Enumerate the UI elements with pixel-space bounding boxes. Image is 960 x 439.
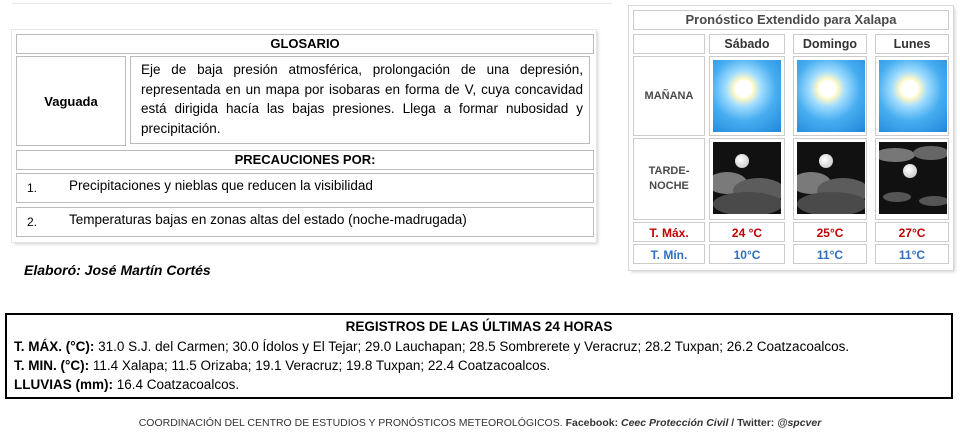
sunny-icon (713, 60, 781, 132)
sunny-icon (879, 60, 947, 132)
night-label (633, 138, 705, 220)
forecast-cell (793, 138, 867, 220)
footer-fb-label: Facebook: (565, 417, 621, 429)
forecast-title: Pronóstico Extendido para Xalapa (633, 10, 949, 30)
forecast-panel (629, 6, 953, 270)
tmax-value: 24 °C (709, 222, 785, 242)
top-divider (12, 3, 612, 4)
forecast-cell (875, 56, 949, 136)
footer-tw-value: @spcver (777, 417, 822, 429)
precaution-number: 2. (27, 215, 38, 229)
forecast-cell (709, 56, 785, 136)
night-label-line1: TARDE- (648, 165, 690, 177)
tmin-value: 11°C (875, 244, 949, 264)
night-cloudy-icon (713, 142, 781, 214)
author-credit: Elaboró: José Martín Cortés (24, 262, 211, 278)
precaution-text: Precipitaciones y nieblas que reducen la visibilidad (69, 178, 373, 193)
footer-sep: / (728, 417, 738, 429)
morning-label: MAÑANA (633, 56, 705, 136)
night-partly-cloudy-icon (879, 142, 947, 214)
footer-fb-value: Ceec Protección Civil (621, 417, 729, 429)
records-tmin (14, 358, 550, 373)
forecast-cell (875, 138, 949, 220)
footer-tw-label: Twitter: (737, 417, 778, 429)
tmin-value: 11°C (793, 244, 867, 264)
glossary-panel (12, 30, 596, 242)
precautions-title: PRECAUCIONES POR: (16, 150, 594, 170)
glossary-title: GLOSARIO (16, 34, 594, 54)
night-label-line2: NOCHE (649, 180, 689, 192)
records-title: REGISTROS DE LAS ÚLTIMAS 24 HORAS (345, 319, 613, 334)
forecast-cell (793, 56, 867, 136)
glossary-definition: Eje de baja presión atmosférica, prolongación de una depresión, representada en un mapa por isobaras en forma de V, cuya concavidad está dirigida hacía las bajas presiones. Llega a formar nubosidad y precipitación. (130, 56, 590, 144)
records-box (5, 313, 953, 399)
precaution-item (16, 207, 594, 237)
tmin-label: T. Mín. (633, 244, 705, 264)
records-tmax-label: T. MÁX. (°C): (14, 339, 95, 354)
records-tmax (14, 339, 849, 354)
tmax-label: T. Máx. (633, 222, 705, 242)
tmax-value: 25°C (793, 222, 867, 242)
precaution-text: Temperaturas bajas en zonas altas del estado (noche-madrugada) (69, 212, 467, 227)
glossary-term: Vaguada (16, 56, 126, 146)
tmin-value: 10°C (709, 244, 785, 264)
precaution-number: 1. (27, 181, 38, 195)
forecast-corner (633, 34, 705, 54)
records-rain-text: 16.4 Coatzacoalcos. (113, 377, 240, 392)
records-tmax-text: 31.0 S.J. del Carmen; 30.0 Ídolos y El Tejar; 29.0 Lauchapan; 28.5 Sombrerete y Veracruz; 28.2 Tuxpan; 26.2 Coatzacoalcos. (94, 339, 850, 354)
records-rain-label: LLUVIAS (mm): (14, 377, 113, 392)
forecast-cell (709, 138, 785, 220)
records-tmin-text: 11.4 Xalapa; 11.5 Orizaba; 19.1 Veracruz; 19.8 Tuxpan; 22.4 Coatzacoalcos. (89, 358, 551, 373)
tmax-value: 27°C (875, 222, 949, 242)
day-header: Lunes (875, 34, 949, 54)
footer (0, 417, 960, 429)
day-header: Domingo (793, 34, 867, 54)
day-header: Sábado (709, 34, 785, 54)
sunny-icon (797, 60, 865, 132)
precaution-item (16, 173, 594, 203)
records-rain (14, 377, 239, 392)
footer-org: COORDINACIÓN DEL CENTRO DE ESTUDIOS Y PRONÓSTICOS METEOROLÓGICOS. (138, 417, 566, 429)
night-cloudy-icon (797, 142, 865, 214)
records-tmin-label: T. MIN. (°C): (14, 358, 90, 373)
